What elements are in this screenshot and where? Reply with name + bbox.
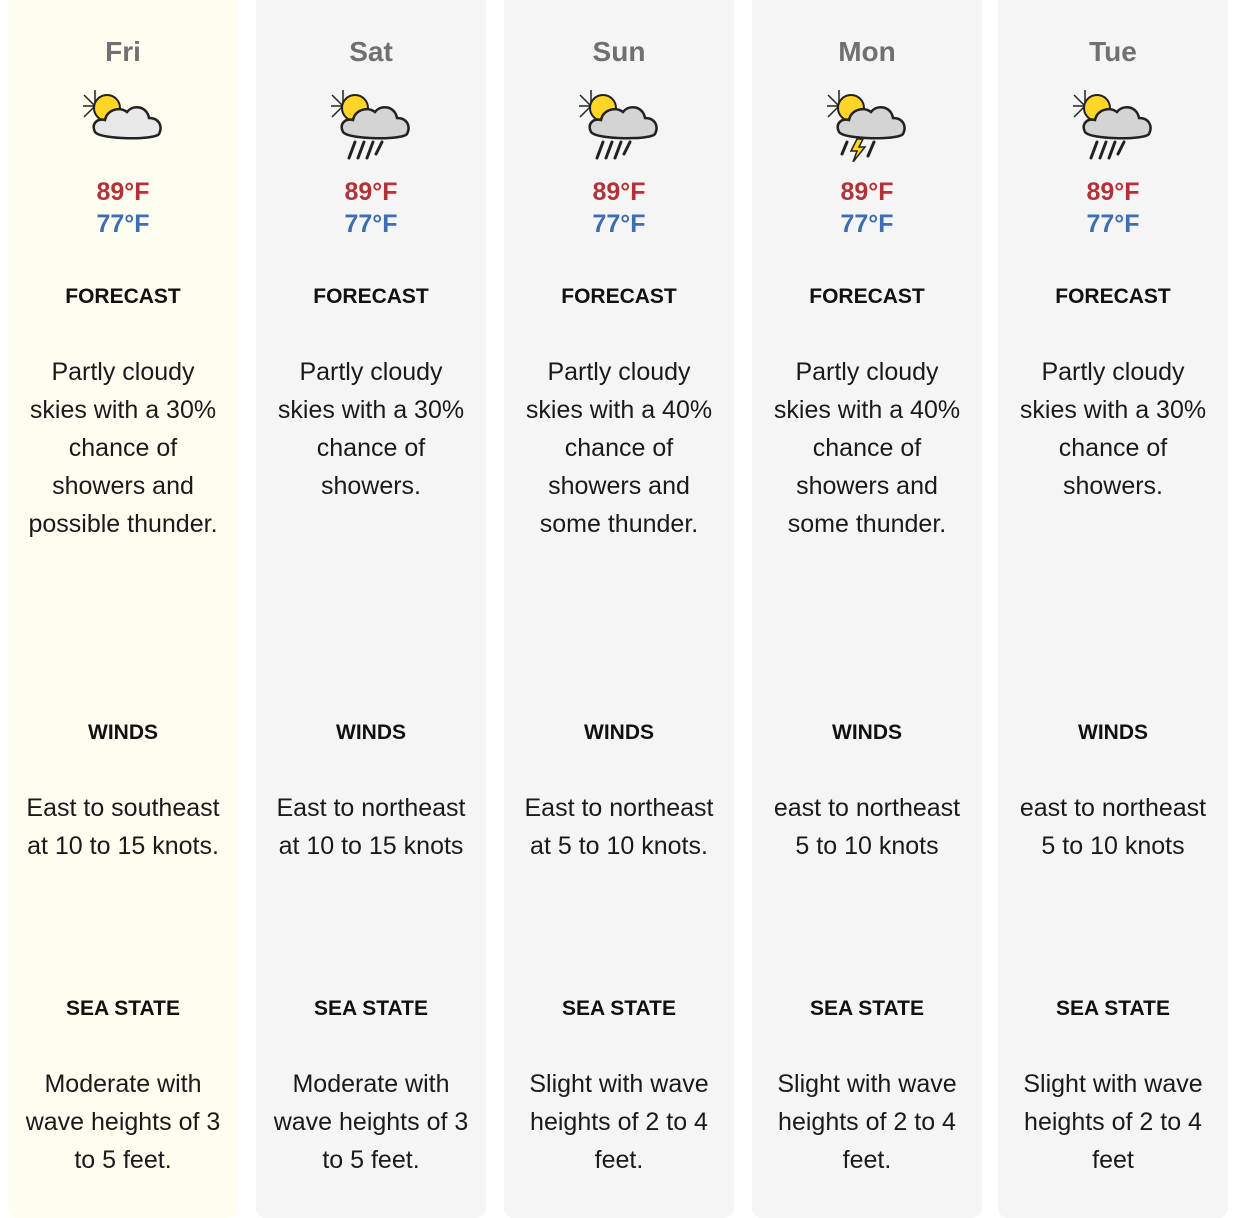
forecast-heading: FORECAST (65, 285, 181, 308)
day-name: Sat (349, 36, 393, 67)
day-column-fri (8, 0, 238, 1218)
high-temp: 89°F (344, 178, 398, 206)
winds-text: east to northeast 5 to 10 knots (773, 794, 961, 860)
day-name: Fri (105, 36, 141, 67)
low-temp: 77°F (1086, 210, 1140, 238)
partly-cloudy-icon (83, 84, 165, 162)
day-name: Mon (838, 36, 896, 67)
day-column-tue (998, 0, 1228, 1218)
forecast-text: Partly cloudy skies with a 40% chance of showers and some thunder. (773, 358, 961, 538)
forecast-row (8, 0, 1230, 1218)
high-temp: 89°F (840, 178, 894, 206)
sea-state-heading: SEA STATE (562, 997, 676, 1020)
day-column-sat (256, 0, 486, 1218)
forecast-text: Partly cloudy skies with a 30% chance of showers and possible thunder. (28, 358, 218, 538)
high-temp: 89°F (96, 178, 150, 206)
low-temp: 77°F (344, 210, 398, 238)
sea-state-text: Slight with wave heights of 2 to 4 feet. (529, 1070, 709, 1174)
sea-state-heading: SEA STATE (66, 997, 180, 1020)
day-name: Sun (592, 36, 646, 67)
sea-state-text: Moderate with wave heights of 3 to 5 feet. (273, 1070, 469, 1174)
high-temp: 89°F (592, 178, 646, 206)
forecast-text: Partly cloudy skies with a 30% chance of showers. (277, 358, 465, 500)
sea-state-text: Slight with wave heights of 2 to 4 feet (1023, 1070, 1203, 1174)
low-temp: 77°F (840, 210, 894, 238)
rain-showers-icon (579, 84, 661, 162)
low-temp: 77°F (592, 210, 646, 238)
winds-text: East to northeast at 10 to 15 knots (276, 794, 466, 860)
forecast-heading: FORECAST (809, 285, 925, 308)
winds-text: East to northeast at 5 to 10 knots. (524, 794, 714, 860)
high-temp: 89°F (1086, 178, 1140, 206)
day-column-sun (504, 0, 734, 1218)
low-temp: 77°F (96, 210, 150, 238)
winds-heading: WINDS (832, 721, 902, 744)
sea-state-heading: SEA STATE (810, 997, 924, 1020)
forecast-heading: FORECAST (1055, 285, 1171, 308)
winds-heading: WINDS (1078, 721, 1148, 744)
winds-heading: WINDS (336, 721, 406, 744)
thunderstorm-icon (827, 84, 909, 162)
sea-state-text: Slight with wave heights of 2 to 4 feet. (777, 1070, 957, 1174)
forecast-text: Partly cloudy skies with a 40% chance of showers and some thunder. (525, 358, 713, 538)
sea-state-text: Moderate with wave heights of 3 to 5 feet. (25, 1070, 221, 1174)
rain-showers-icon (331, 84, 413, 162)
winds-heading: WINDS (88, 721, 158, 744)
sea-state-heading: SEA STATE (1056, 997, 1170, 1020)
sea-state-heading: SEA STATE (314, 997, 428, 1020)
forecast-heading: FORECAST (313, 285, 429, 308)
winds-text: East to southeast at 10 to 15 knots. (26, 794, 220, 860)
forecast-heading: FORECAST (561, 285, 677, 308)
rain-showers-icon (1073, 84, 1155, 162)
forecast-text: Partly cloudy skies with a 30% chance of showers. (1019, 358, 1207, 500)
day-name: Tue (1089, 36, 1137, 67)
day-column-mon (752, 0, 982, 1218)
winds-heading: WINDS (584, 721, 654, 744)
winds-text: east to northeast 5 to 10 knots (1019, 794, 1207, 860)
